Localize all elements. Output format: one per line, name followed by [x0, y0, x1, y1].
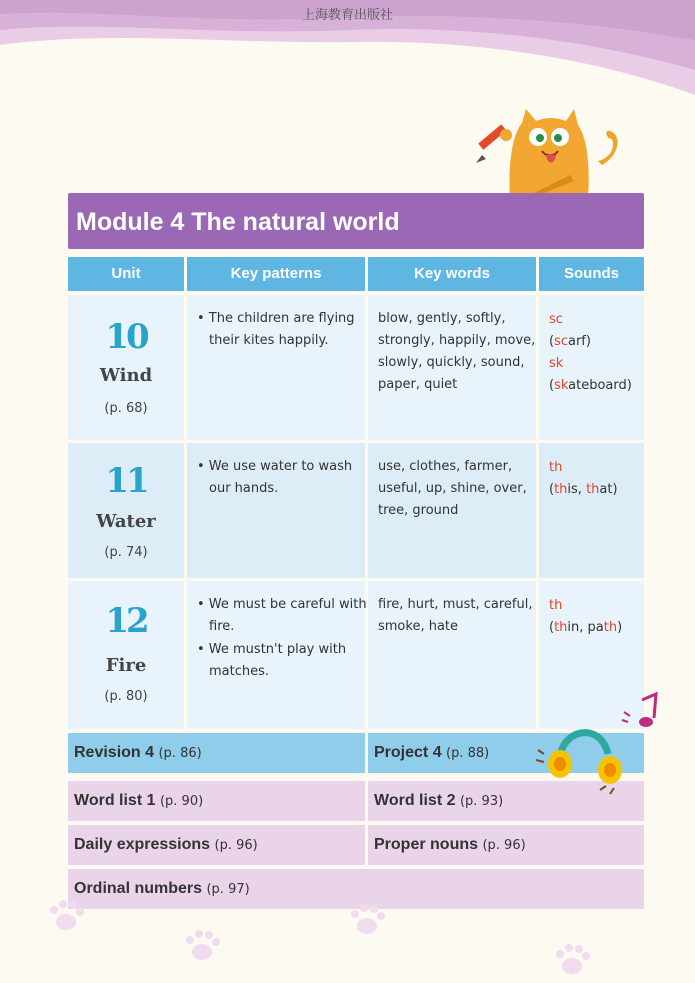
- pattern-item: • We mustn't play with matches.: [197, 642, 347, 679]
- sounds-list: [549, 309, 632, 397]
- header-unit: Unit: [68, 257, 184, 291]
- sounds-cell-11: [539, 443, 644, 578]
- key-words: blow, gently, softly, strongly, happily, move, slowly, quickly, sound, paper, quiet: [378, 311, 536, 392]
- sound-letters: sk: [549, 356, 564, 371]
- words-cell-11: [368, 443, 536, 578]
- paw-print-icon: [550, 940, 594, 980]
- sound-example: (skateboard): [549, 378, 632, 393]
- unit-page: (p. 74): [104, 545, 148, 560]
- paw-print-icon: [44, 896, 88, 936]
- cat-mascot-icon: [470, 105, 630, 197]
- daily-expressions-row: Daily expressions (p. 96): [68, 825, 365, 865]
- words-cell-10: [368, 295, 536, 440]
- unit-page: (p. 80): [104, 689, 148, 704]
- pattern-item: • We use water to wash our hands.: [197, 459, 353, 496]
- unit-name: Water: [96, 511, 156, 532]
- unit-name: Fire: [105, 655, 147, 676]
- project-row: Project 4 (p. 88): [368, 733, 644, 773]
- sound-letters: sc: [549, 312, 563, 327]
- sound-example: (thin, path): [549, 620, 623, 635]
- patterns-cell-12: [187, 581, 365, 729]
- headphones-music-icon: [530, 690, 660, 800]
- ordinal-numbers-row: Ordinal numbers (p. 97): [68, 869, 644, 909]
- pattern-item: • We must be careful with fire.: [197, 597, 367, 634]
- unit-page: (p. 68): [104, 401, 148, 416]
- proper-nouns-row: Proper nouns (p. 96): [368, 825, 644, 865]
- publisher-name: 上海教育出版社: [301, 8, 393, 23]
- unit-number: 11: [105, 461, 147, 501]
- revision-row: Revision 4 (p. 86): [68, 733, 365, 773]
- sounds-list: [549, 595, 622, 639]
- words-cell-12: [368, 581, 536, 729]
- unit-number: 12: [105, 601, 147, 641]
- paw-print-icon: [180, 926, 224, 966]
- header-key-patterns: Key patterns: [187, 257, 365, 291]
- word-list-2-row: Word list 2 (p. 93): [368, 781, 644, 821]
- sounds-list: [549, 457, 618, 501]
- unit-number: 10: [105, 317, 147, 357]
- sound-example: (scarf): [549, 334, 591, 349]
- unit-name: Wind: [99, 365, 153, 386]
- header-sounds: Sounds: [539, 257, 644, 291]
- unit-cell-12: [68, 581, 184, 729]
- key-words: use, clothes, farmer, useful, up, shine, over, tree, ground: [378, 459, 527, 518]
- patterns-cell-10: [187, 295, 365, 440]
- unit-cell-11: [68, 443, 184, 578]
- key-words: fire, hurt, must, careful, smoke, hate: [378, 597, 533, 634]
- paw-print-icon: [345, 900, 389, 940]
- pattern-item: • The children are flying their kites happily.: [197, 311, 355, 348]
- sound-letters: th: [549, 598, 563, 613]
- header-key-words: Key words: [368, 257, 536, 291]
- patterns-cell-11: [187, 443, 365, 578]
- sound-letters: th: [549, 460, 563, 475]
- word-list-1-row: Word list 1 (p. 90): [68, 781, 365, 821]
- sounds-cell-10: [539, 295, 644, 440]
- unit-cell-10: [68, 295, 184, 440]
- sound-example: (this, that): [549, 482, 618, 497]
- module-title: Module 4 The natural world: [68, 193, 644, 249]
